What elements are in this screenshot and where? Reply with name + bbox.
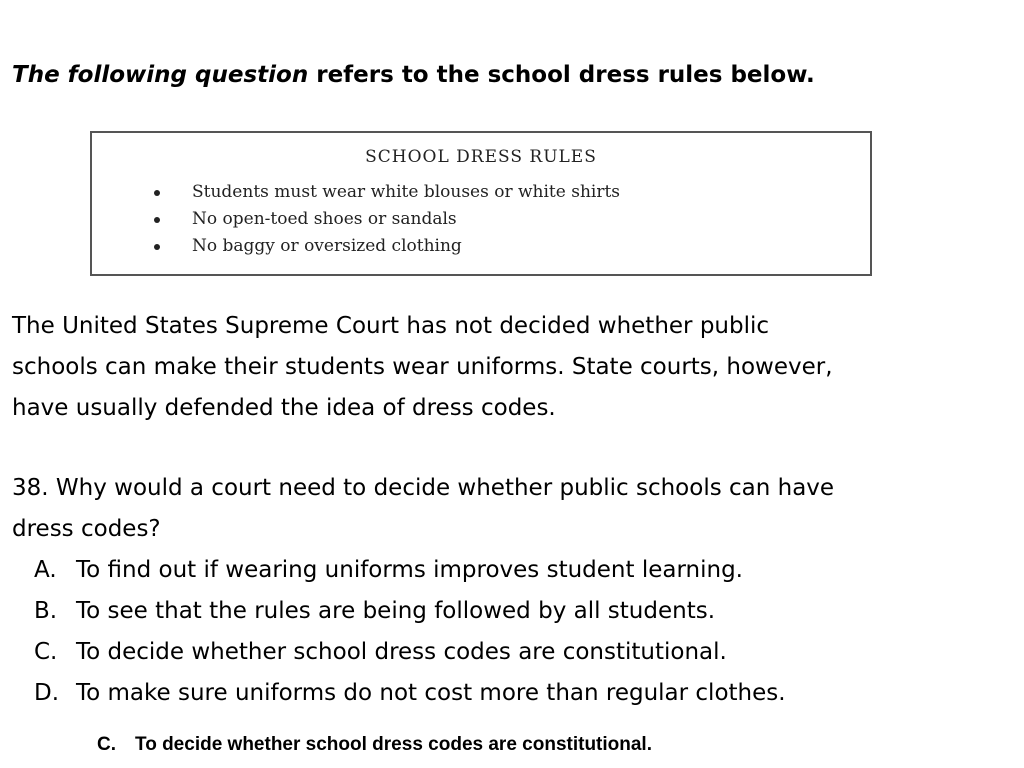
option-b (34, 591, 786, 632)
dress-rule-text: No open-toed shoes or sandals (192, 209, 457, 229)
intro-italic-text: The following question (12, 62, 309, 88)
bullet-icon (154, 190, 160, 196)
answer-options (34, 550, 786, 714)
passage-line: schools can make their students wear uniforms. State courts, however, (12, 354, 833, 380)
bullet-icon (154, 217, 160, 223)
answer-text: To decide whether school dress codes are constitutional. (135, 734, 652, 755)
dress-rules-image (90, 131, 872, 276)
bullet-icon (154, 244, 160, 250)
dress-rule-text: No baggy or oversized clothing (192, 236, 462, 256)
option-a (34, 550, 786, 591)
question-line: 38. Why would a court need to decide whether public schools can have (12, 475, 835, 501)
option-letter: B. (34, 598, 58, 624)
correct-answer (97, 734, 652, 756)
passage-line: The United States Supreme Court has not decided whether public (12, 313, 770, 339)
intro-text: refers to the school dress rules below. (308, 62, 815, 88)
answer-letter: C. (97, 734, 116, 755)
option-text: To make sure uniforms do not cost more than regular clothes. (76, 680, 786, 706)
option-letter: A. (34, 557, 57, 583)
question-text (12, 468, 1012, 550)
question-line: dress codes? (12, 516, 161, 542)
option-letter: C. (34, 639, 58, 665)
intro-heading (12, 62, 815, 88)
option-c (34, 632, 786, 673)
option-d (34, 673, 786, 714)
passage-paragraph (12, 306, 1002, 429)
dress-rule-item (150, 206, 620, 233)
option-text: To see that the rules are being followed by all students. (76, 598, 716, 624)
dress-rule-item (150, 233, 620, 260)
dress-rule-text: Students must wear white blouses or white shirts (192, 182, 621, 202)
option-text: To find out if wearing uniforms improves student learning. (76, 557, 743, 583)
dress-rules-title: SCHOOL DRESS RULES (365, 147, 597, 167)
passage-line: have usually defended the idea of dress codes. (12, 395, 556, 421)
dress-rules-list (150, 179, 620, 260)
option-letter: D. (34, 680, 60, 706)
option-text: To decide whether school dress codes are constitutional. (76, 639, 727, 665)
dress-rule-item (150, 179, 620, 206)
